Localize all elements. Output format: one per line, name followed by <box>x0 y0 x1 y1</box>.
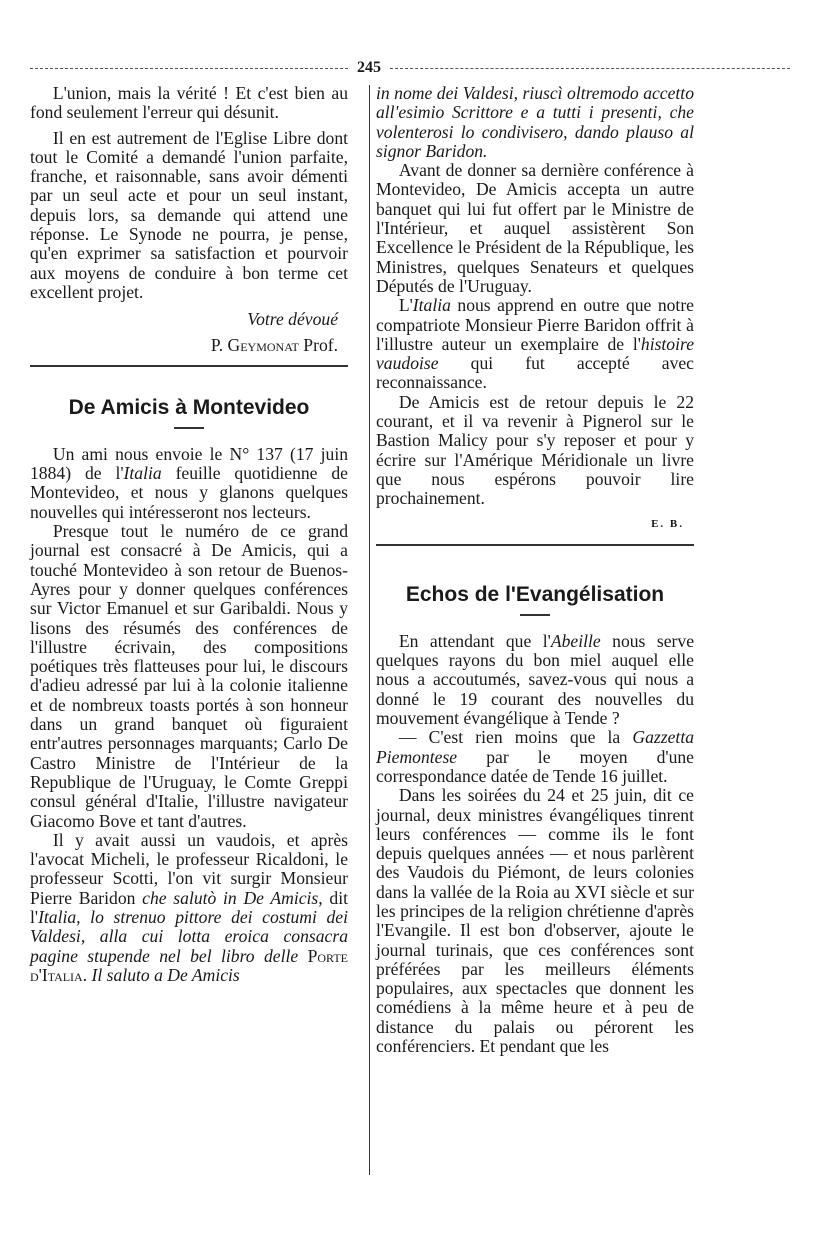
article-paragraph-2: Presque tout le numéro de ce grand journal est consacré à De Amicis, qui a touché Montevideo à son retour de Buenos-Ayres pour y donner quelques conférences sur Victor Emanuel et sur Garibaldi. Nous y lisons des résumés des conférences de l'illustre écrivain, des compositions poétiques très flatteuses pour lui, le discours d'adieu adressé par lui à la colonie italienne et de nombreux toasts portés à son honneur dans un grand banquet où figuraient entr'autres personnages marquants; Carlo De Castro Ministre de l'Intérieur de la Republique de l'Uruguay, le Comte Greppi consul général d'Italie, l'illustre navigateur Giacomo Bove et tant d'autres. <box>30 521 348 831</box>
article-paragraph-4: Avant de donner sa dernière conférence à Montevideo, De Amicis accepta un autre banquet qui lui fut offert par le Ministre de l'Intérieur, et auquel assistèrent Son Excellence le Président de la République, les Ministres, quelques Senateurs et quelques Députés de l'Uruguay. <box>376 160 694 296</box>
page-header <box>30 58 790 78</box>
echo-paragraph-3: Dans les soirées du 24 et 25 juin, dit ce journal, deux ministres évangéliques tinrent leurs conférences — comme ils le font depuis quelques années — et nous parlèrent des Vaudois du Piémont, de leurs colonies dans la vallée de la Roia au XVI siècle et sur les principes de la religion chrétienne d'après l'Evangile. Il est bon d'observer, ajoute le journal turinais, que ces conférences sont préférées par les meilleurs éléments populaires, aux spectacles que donnent les comédiens à la même heure et à peu de distance du palais ou pérorent les conférenciers. Et pendant que les <box>376 785 694 1057</box>
section-title-underline <box>520 614 550 616</box>
column-divider <box>369 85 370 1175</box>
article-paragraph-6: De Amicis est de retour depuis le 22 courant, et il va revenir à Pignerol sur le Bastion Malicy pour s'y reposer et pour y écrire sur l'Amérique Méridionale un livre que nous espérons pouvoir lire prochainement. <box>376 391 694 509</box>
page-number: 245 <box>357 59 381 76</box>
echo-paragraph-2: — C'est rien moins que la Gazzetta Piemontese par le moyen d'une correspondance datée de Tende 16 juillet. <box>376 727 694 786</box>
letter-signoff: Votre dévoué <box>247 309 338 330</box>
article-paragraph-1: Un ami nous envoie le N° 137 (17 juin 1884) de l'Italia feuille quotidienne de Montevideo, et nous y glanons quelques nouvelles qui intéresseront nos lecteurs. <box>30 443 348 522</box>
article-title: De Amicis à Montevideo <box>68 395 310 419</box>
header-rule-left <box>30 68 348 69</box>
title-underline <box>174 427 204 429</box>
article-continuation: in nome dei Valdesi, riuscì oltremodo accetto all'esimio Scrittore e a tutti i presenti, che volenterosi lo condivisero, dando plauso al signor Baridon. <box>376 83 694 161</box>
section-rule-right <box>376 544 694 546</box>
right-column <box>376 84 694 1056</box>
signer-title: Prof. <box>303 334 338 355</box>
letter-signature <box>30 336 348 355</box>
header-rule-right <box>390 68 790 69</box>
author-initials: E. B. <box>651 517 684 530</box>
article-paragraph-3: Il y avait aussi un vaudois, et après l'avocat Micheli, le professeur Ricaldoni, le professeur Scotti, l'on vit surgir Monsieur Pierre Baridon che salutò in De Amicis, dit l'Italia, lo strenuo pittore dei costumi dei Valdesi, alla cui lotta eroica consacra pagine stupende nel bel libro delle Porte d'Italia. Il saluto a De Amicis <box>30 829 348 985</box>
letter-paragraph-2: Il en est autrement de l'Eglise Libre dont tout le Comité a demandé l'union parfaite, franche, et raisonnable, sans avoir démenti par un seul acte et pour un seul instant, depuis lors, sa demande qui attend une réponse. Le Synode ne pourra, je pense, qu'en exprimer sa satisfaction et pourvoir aux moyens de conduire à bon terme cet excellent projet. <box>30 127 348 302</box>
section-rule <box>30 365 348 367</box>
section-title: Echos de l'Evangélisation <box>405 582 665 606</box>
article-paragraph-5: L'Italia nous apprend en outre que notre compatriote Monsieur Pierre Baridon offrit à l'illustre auteur un exemplaire de l'histoire vaudoise qui fut accepté avec reconnaissance. <box>376 295 694 393</box>
left-column <box>30 84 348 985</box>
echo-paragraph-1: En attendant que l'Abeille nous serve quelques rayons du bon miel auquel elle nous a accoutumés, savez-vous qui nous a donné le 19 courant des nouvelles du mouvement évangélique à Tende ? <box>376 630 695 729</box>
letter-paragraph-1: L'union, mais la vérité ! Et c'est bien au fond seulement l'erreur qui désunit. <box>30 83 348 123</box>
signer-name: P. Geymonat <box>210 334 299 355</box>
